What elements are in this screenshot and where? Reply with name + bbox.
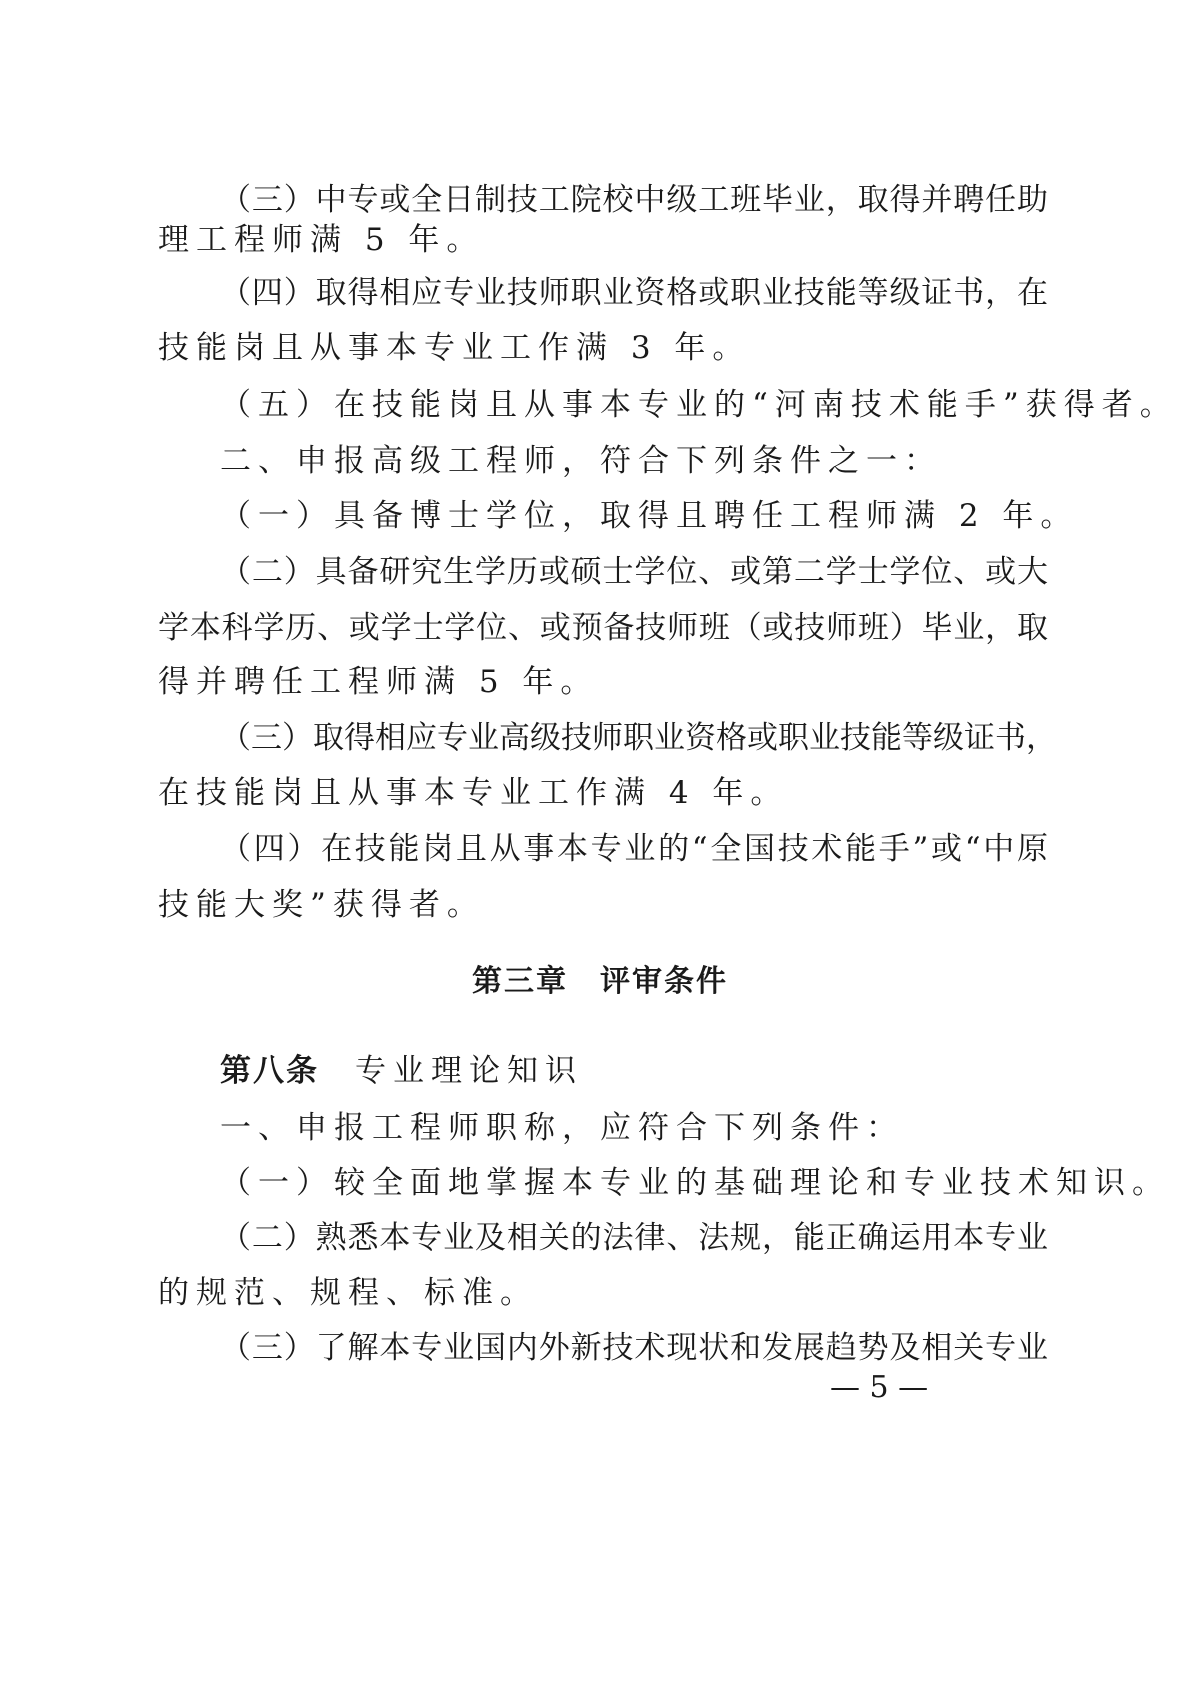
paragraph-line: 二、申报高级工程师，符合下列条件之一： [220,443,942,479]
article-title: 专业理论知识 [355,1053,583,1089]
paragraph-line: （一）较全面地掌握本专业的基础理论和专业技术知识。 [220,1165,1170,1201]
paragraph-line: （三）取得相应专业高级技师职业资格或职业技能等级证书， [220,720,1057,756]
paragraph-line: （一）具备博士学位，取得且聘任工程师满 2 年。 [220,498,1079,534]
paragraph-line: （二）熟悉本专业及相关的法律、法规，能正确运用本专业 [220,1220,1048,1256]
paragraph-line: （五）在技能岗且从事本专业的“河南技术能手”获得者。 [220,387,1178,423]
paragraph-line: 在技能岗且从事本专业工作满 4 年。 [158,775,789,811]
paragraph-line: （四）取得相应专业技师职业资格或职业技能等级证书，在 [220,275,1048,311]
paragraph-line: 理工程师满 5 年。 [158,222,485,258]
paragraph-line: （三）中专或全日制技工院校中级工班毕业，取得并聘任助 [220,182,1048,218]
paragraph-line: 得并聘任工程师满 5 年。 [158,664,599,700]
paragraph-line: 技能大奖”获得者。 [158,887,485,923]
paragraph-line: （四）在技能岗且从事本专业的“全国技术能手”或“中原 [220,831,1048,867]
paragraph-line: 技能岗且从事本专业工作满 3 年。 [158,330,751,366]
chapter-title: 第三章 评审条件 [472,964,728,999]
article-heading [220,1051,1048,1091]
paragraph-line: 的规范、规程、标准。 [158,1275,538,1311]
paragraph-line: 一、申报工程师职称，应符合下列条件： [220,1110,904,1146]
article-number: 第八条 [220,1053,319,1089]
page-number: — 5 — [830,1370,929,1405]
paragraph-line: 学本科学历、或学士学位、或预备技师班（或技师班）毕业，取 [158,610,1048,646]
paragraph-line: （二）具备研究生学历或硕士学位、或第二学士学位、或大 [220,554,1048,590]
paragraph-line: （三）了解本专业国内外新技术现状和发展趋势及相关专业 [220,1330,1048,1366]
